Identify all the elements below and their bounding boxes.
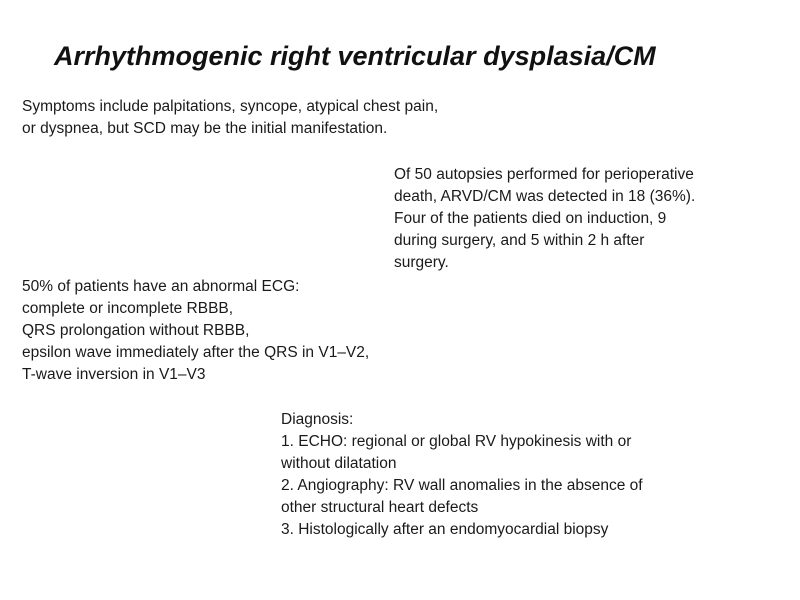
ecg-line: T-wave inversion in V1–V3 <box>22 366 206 383</box>
diagnosis-line: 3. Histologically after an endomyocardial biopsy <box>281 521 609 538</box>
autopsies-line: Of 50 autopsies performed for perioperative <box>394 166 694 183</box>
symptoms-paragraph <box>22 96 438 140</box>
autopsies-line: death, ARVD/CM was detected in 18 (36%). <box>394 188 696 205</box>
diagnosis-heading: Diagnosis: <box>281 411 354 428</box>
autopsies-line: Four of the patients died on induction, 9 <box>394 210 667 227</box>
autopsies-line: during surgery, and 5 within 2 h after <box>394 232 645 249</box>
autopsies-line: surgery. <box>394 254 449 271</box>
diagnosis-line: 2. Angiography: RV wall anomalies in the absence of <box>281 477 643 494</box>
ecg-line: QRS prolongation without RBBB, <box>22 322 250 339</box>
diagnosis-line: without dilatation <box>281 455 397 472</box>
symptoms-line: or dyspnea, but SCD may be the initial manifestation. <box>22 120 388 137</box>
ecg-line: epsilon wave immediately after the QRS in V1–V2, <box>22 344 370 361</box>
ecg-findings-paragraph <box>22 276 369 386</box>
symptoms-line: Symptoms include palpitations, syncope, atypical chest pain, <box>22 98 439 115</box>
diagnosis-line: other structural heart defects <box>281 499 479 516</box>
slide-title: Arrhythmogenic right ventricular dysplasia/CM <box>54 41 656 71</box>
ecg-line: 50% of patients have an abnormal ECG: <box>22 278 300 295</box>
ecg-line: complete or incomplete RBBB, <box>22 300 234 317</box>
diagnosis-paragraph <box>281 409 643 541</box>
diagnosis-line: 1. ECHO: regional or global RV hypokinesis with or <box>281 433 632 450</box>
autopsies-paragraph <box>394 164 695 274</box>
